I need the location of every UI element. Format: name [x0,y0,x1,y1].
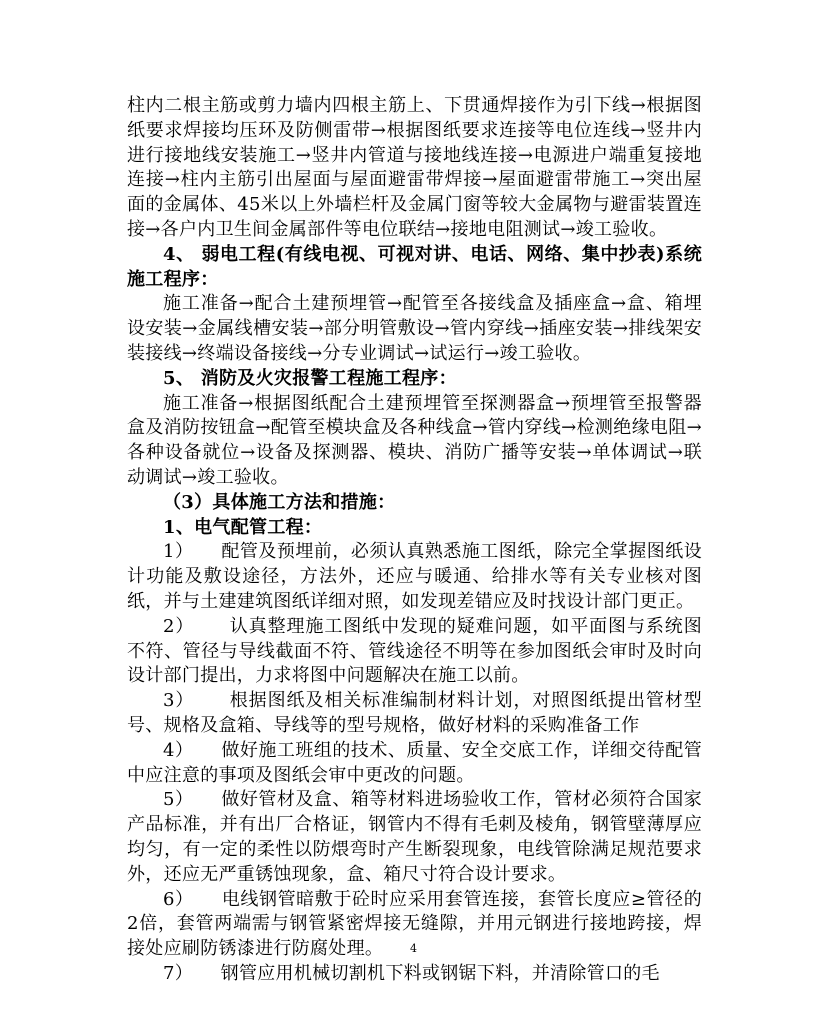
heading-weak-current-system: 4、 弱电工程(有线电视、可视对讲、电话、网络、集中抄表)系统施工程序： [127,243,702,290]
paragraph-lightning-protection-sequence: 柱内二根主筋或剪力墙内四根主筋上、下贯通焊接作为引下线→根据图纸要求焊接均压环及防侧雷带→根据图纸要求连接等电位连线→竖井内进行接地线安装施工→竖井内管道与接地线连接→电源进户端重复接地连接→柱内主筋引出屋面与屋面避雷带焊接→屋面避雷带施工→突出屋面的金属体、45米以上外墙栏杆及金属门窗等较大金属物与避雷装置连接→各户内卫生间金属部件等电位联结→接地电阻测试→竣工验收。 [127,95,702,240]
heading-construction-methods: （3）具体施工方法和措施： [163,491,396,513]
page-number: 4 [410,942,417,955]
document-body [127,94,702,987]
list-item-1: 1） 配管及预埋前，必须认真熟悉施工图纸，除完全掌握图纸设计功能及敷设途径，方法外，还应与暖通、给排水等有关专业核对图纸，并与土建建筑图纸详细对照，如发现差错应及时找设计部门更正。 [127,541,702,612]
paragraph-weak-current-sequence: 施工准备→配合土建预埋管→配管至各接线盒及插座盒→盒、箱埋设安装→金属线槽安装→部分明管敷设→管内穿线→插座安装→排线架安装接线→终端设备接线→分专业调试→试运行→竣工验收。 [127,293,702,364]
paragraph-fire-alarm-sequence: 施工准备→根据图纸配合土建预埋管至探测器盒→预埋管至报警器盒及消防按钮盒→配管至模块盒及各种线盒→管内穿线→检测绝缘电阻→各种设备就位→设备及探测器、模块、消防广播等安装→单体调试→联动调试→竣工验收。 [127,392,702,488]
list-item-3: 3） 根据图纸及相关标准编制材料计划，对照图纸提出管材型号、规格及盒箱、导线等的型号规格，做好材料的采购准备工作 [127,690,702,736]
list-item-4: 4） 做好施工班组的技术、质量、安全交底工作，详细交待配管中应注意的事项及图纸会审中更改的问题。 [127,739,702,786]
heading-fire-alarm-system: 5、 消防及火灾报警工程施工程序： [163,367,457,389]
list-item-5: 5） 做好管材及盒、箱等材料进场验收工作，管材必须符合国家产品标准，并有出厂合格证，钢管内不得有毛刺及棱角，钢管壁薄厚应均匀，有一定的柔性以防煨弯时产生断裂现象，电线管除满足规范要求外，还应无严重锈蚀现象，盒、箱尺寸符合设计要求。 [127,789,702,885]
list-item-2: 2） 认真整理施工图纸中发现的疑难问题，如平面图与系统图不符、管径与导线截面不符、管线途径不明等在参加图纸会审时及时向设计部门提出，力求将图中问题解决在施工以前。 [127,615,702,687]
list-item-6: 6） 电线钢管暗敷于砼时应采用套管连接，套管长度应≥管径的2倍，套管两端需与钢管紧密焊接无缝隙，并用元钢进行接地跨接，焊接处应刷防锈漆进行防腐处理。 [127,888,702,960]
heading-electrical-conduit: 1、电气配管工程： [163,516,323,538]
list-item-7: 7） 钢管应用机械切割机下料或钢锯下料，并清除管口的毛 [163,962,660,984]
